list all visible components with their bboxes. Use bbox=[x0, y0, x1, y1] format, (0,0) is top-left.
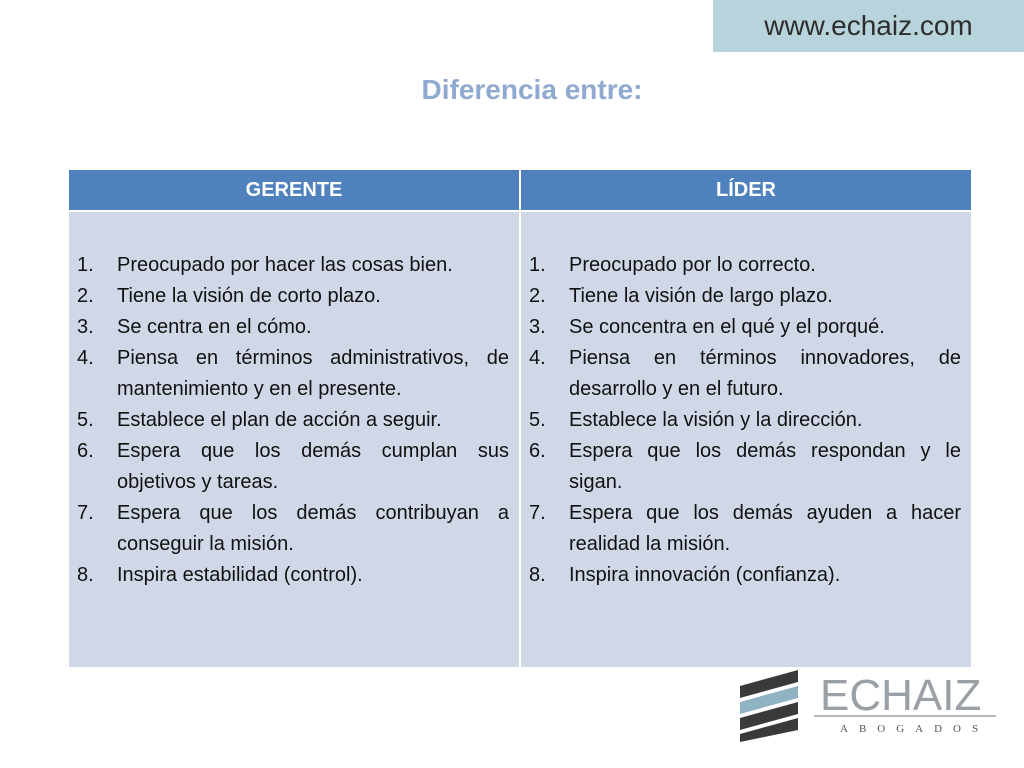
list-item-text: Inspira estabilidad (control). bbox=[117, 564, 363, 586]
gerente-cell bbox=[69, 212, 519, 667]
list-item bbox=[77, 281, 509, 312]
list-item-number: 1. bbox=[529, 254, 546, 276]
list-item bbox=[77, 312, 509, 343]
list-item-number: 4. bbox=[77, 347, 94, 369]
website-url: www.echaiz.com bbox=[764, 10, 973, 41]
list-item bbox=[77, 405, 509, 436]
website-url-banner bbox=[713, 0, 1024, 52]
list-item bbox=[529, 281, 961, 312]
list-item-number: 8. bbox=[77, 564, 94, 586]
lider-list bbox=[529, 250, 961, 591]
list-item-text: Inspira innovación (confianza). bbox=[569, 564, 841, 586]
slide-title: Diferencia entre: bbox=[421, 74, 643, 105]
list-item-number: 2. bbox=[529, 285, 546, 307]
comparison-table bbox=[69, 170, 971, 667]
list-item bbox=[77, 436, 509, 498]
column-header-gerente: GERENTE bbox=[69, 170, 519, 210]
list-item-number: 6. bbox=[529, 440, 546, 462]
echaiz-logo bbox=[740, 668, 1000, 748]
list-item-text: Piensa en términos administrativos, de mantenimiento y en el presente. bbox=[117, 347, 509, 400]
list-item-number: 3. bbox=[77, 316, 94, 338]
list-item-number: 7. bbox=[529, 502, 546, 524]
list-item-number: 6. bbox=[77, 440, 94, 462]
list-item-number: 3. bbox=[529, 316, 546, 338]
list-item-number: 8. bbox=[529, 564, 546, 586]
list-item-text: Preocupado por lo correcto. bbox=[569, 254, 816, 276]
stripes-logo-icon bbox=[740, 670, 798, 742]
list-item bbox=[529, 436, 961, 498]
list-item-text: Se centra en el cómo. bbox=[117, 316, 312, 338]
list-item-number: 2. bbox=[77, 285, 94, 307]
list-item-text: Espera que los demás contribuyan a conseguir la misión. bbox=[117, 502, 509, 555]
list-item-text: Establece el plan de acción a seguir. bbox=[117, 409, 442, 431]
list-item bbox=[77, 343, 509, 405]
list-item-text: Se concentra en el qué y el porqué. bbox=[569, 316, 885, 338]
logo-name: ECHAIZ bbox=[820, 671, 982, 720]
column-header-lider: LÍDER bbox=[521, 170, 971, 210]
list-item bbox=[77, 498, 509, 560]
list-item bbox=[529, 343, 961, 405]
list-item-text: Preocupado por hacer las cosas bien. bbox=[117, 254, 453, 276]
list-item bbox=[529, 250, 961, 281]
list-item bbox=[529, 498, 961, 560]
gerente-list bbox=[77, 250, 509, 591]
list-item bbox=[77, 250, 509, 281]
list-item-text: Tiene la visión de corto plazo. bbox=[117, 285, 381, 307]
list-item-text: Piensa en términos innovadores, de desarrollo y en el futuro. bbox=[569, 347, 961, 400]
lider-cell bbox=[521, 212, 971, 667]
list-item-number: 4. bbox=[529, 347, 546, 369]
list-item-text: Espera que los demás respondan y le sigan. bbox=[569, 440, 961, 493]
list-item bbox=[529, 405, 961, 436]
list-item-text: Establece la visión y la dirección. bbox=[569, 409, 863, 431]
list-item-number: 5. bbox=[77, 409, 94, 431]
list-item-text: Tiene la visión de largo plazo. bbox=[569, 285, 833, 307]
list-item-text: Espera que los demás ayuden a hacer realidad la misión. bbox=[569, 502, 961, 555]
list-item-number: 1. bbox=[77, 254, 94, 276]
list-item-text: Espera que los demás cumplan sus objetivos y tareas. bbox=[117, 440, 509, 493]
list-item bbox=[77, 560, 509, 591]
list-item bbox=[529, 312, 961, 343]
list-item-number: 5. bbox=[529, 409, 546, 431]
list-item-number: 7. bbox=[77, 502, 94, 524]
logo-tagline: ABOGADOS bbox=[840, 723, 990, 735]
list-item bbox=[529, 560, 961, 591]
